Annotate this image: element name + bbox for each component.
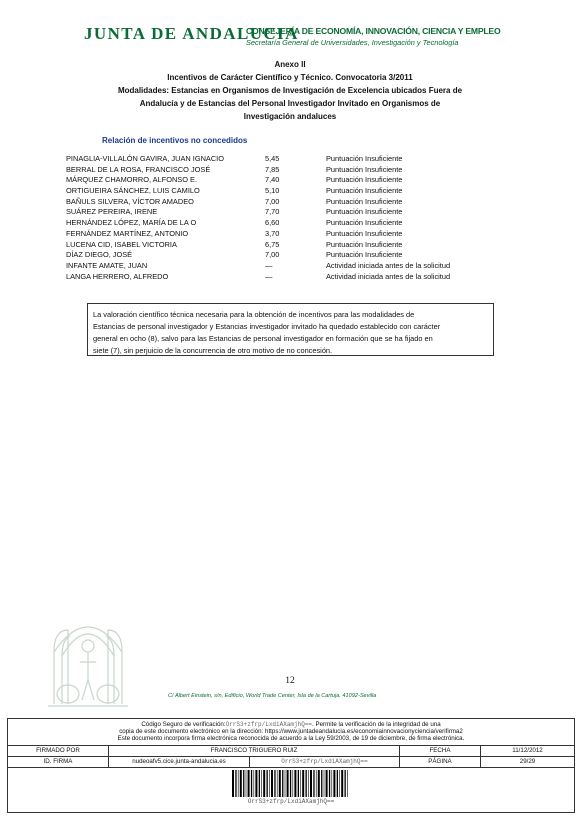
signature-date: 11/12/2012 [512,747,543,754]
score: 7,00 [265,196,280,206]
signature-server: nudeoafv5.cice.junta-andalucia.es [109,757,250,767]
applicant-name: DÍAZ DIEGO, JOSÉ [66,250,133,260]
department-subtitle: Secretaría General de Universidades, Investigación y Tecnología [246,38,459,47]
reason: Puntuación Insuficiente [326,154,403,163]
barcode-text: OrrS3+zfrp/LxdiAXamjhQ== [247,798,335,805]
junta-andalucia-logo: JUNTA DE ANDALUCIA [84,24,299,43]
pagina-label: PÁGINA [400,757,481,767]
score: — [265,271,273,281]
applicant-name: BERRAL DE LA ROSA, FRANCISCO JOSÉ [66,164,211,174]
verification-line: Código Seguro de verificación:OrrS3+zfrp/LxdiAXamjhQ==. Permite la verificación de la integridad de una [141,721,441,728]
score: 6,60 [265,218,280,228]
applicant-name: PINAGLIA-VILLALÓN GAVIRA, JUAN IGNACIO [66,154,224,163]
reason: Puntuación Insuficiente [326,164,403,174]
signer-name: FRANCISCO TRIGUERO RUIZ [109,746,400,756]
reason: Puntuación Insuficiente [326,196,403,206]
score: 6,75 [265,239,280,249]
fecha-label: FECHA [400,746,481,756]
applicant-name: ORTIGUEIRA SÁNCHEZ, LUIS CAMILO [66,186,200,196]
score: 5,45 [265,154,280,163]
score: 3,70 [265,228,280,238]
reason: Puntuación Insuficiente [326,218,403,228]
title-line: Investigación andaluces [243,112,337,121]
verification-url-line: copia de este documento electrónico en la dirección: https://www.juntadeandalucia.es/economiainnovacionyciencia/verifirma2 [119,728,463,735]
applicant-name: INFANTE AMATE, JUAN [66,260,148,270]
document-title [0,58,580,123]
applicant-name: SUÁREZ PEREIRA, IRENE [66,207,158,217]
valuation-note-box [87,303,494,356]
score: 7,00 [265,250,280,260]
signer-row [8,746,574,757]
reason: Puntuación Insuficiente [326,175,403,185]
score: 5,10 [265,186,280,196]
signature-id-row [8,757,574,768]
applicant-name: FERNÁNDEZ MARTÍNEZ, ANTONIO [66,228,189,238]
signature-footer [7,718,575,813]
section-heading: Relación de incentivos no concedidos [102,136,248,145]
id-firma-label: ID. FIRMA [8,757,109,767]
reason: Puntuación Insuficiente [326,250,403,260]
reason: Actividad iniciada antes de la solicitud [326,260,451,270]
barcode-icon [232,770,350,797]
annex-label: Anexo II [274,60,306,69]
department-name: CONSEJERÍA DE ECONOMÍA, INNOVACIÓN, CIENCIA Y EMPLEO [246,26,501,36]
valuation-note: La valoración científico técnica necesaria para la obtención de incentivos para las modalidades de Estancias de personal investigador y Estancias investigador invitado ha quedado establecido con carácter general en ocho (8), salvo para las Estancias de personal investigador en formación que se ha fijado en siete (7), sin perjuicio de la concurrencia de otro motivo de no concesión. [93,310,441,355]
electronic-signature-note: Este documento incorpora firma electrónica reconocida de acuerdo a la Ley 59/2003, de 19 de diciembre, de firma electrónica. [117,735,465,742]
score: 7,40 [265,175,280,185]
applicant-name: HERNÁNDEZ LÓPEZ, MARÍA DE LA O [66,218,197,228]
address: C/ Albert Einstein, s/n, Edificio, World Trade Center, Isla de la Cartuja. 41092-Sevilla [168,693,377,699]
page-number: 12 [285,676,295,686]
applicant-name: LUCENA CID, ISABEL VICTORIA [66,239,177,249]
reason: Puntuación Insuficiente [326,207,403,217]
title-line: Modalidades: Estancias en Organismos de Investigación de Excelencia ubicados Fuera de [117,86,463,95]
applicant-name: BAÑULS SILVERA, VÍCTOR AMADEO [66,196,194,206]
applicant-name: MÁRQUEZ CHAMORRO, ALFONSO E. [66,175,197,185]
firmado-label: FIRMADO POR [8,746,109,756]
score: 7,70 [265,207,280,217]
reason: Puntuación Insuficiente [326,228,403,238]
andalucia-emblem-icon [40,606,136,710]
signature-id-code: OrrS3+zfrp/LxdiAXamjhQ== [250,757,400,767]
verification-code: OrrS3+zfrp/LxdiAXamjhQ== [225,721,313,728]
score: — [265,260,273,270]
signature-grid [8,745,574,768]
title-line: Andalucía y de Estancias del Personal Investigador Invitado en Organismos de [139,99,441,108]
reason: Puntuación Insuficiente [326,239,403,249]
applicant-name: LANGA HERRERO, ALFREDO [66,271,169,281]
title-line: Incentivos de Carácter Científico y Técnico. Convocatoria 3/2011 [167,73,413,82]
reason: Puntuación Insuficiente [326,186,403,196]
score: 7,85 [265,164,280,174]
reason: Actividad iniciada antes de la solicitud [326,271,451,281]
page-count: 29/29 [519,758,536,765]
